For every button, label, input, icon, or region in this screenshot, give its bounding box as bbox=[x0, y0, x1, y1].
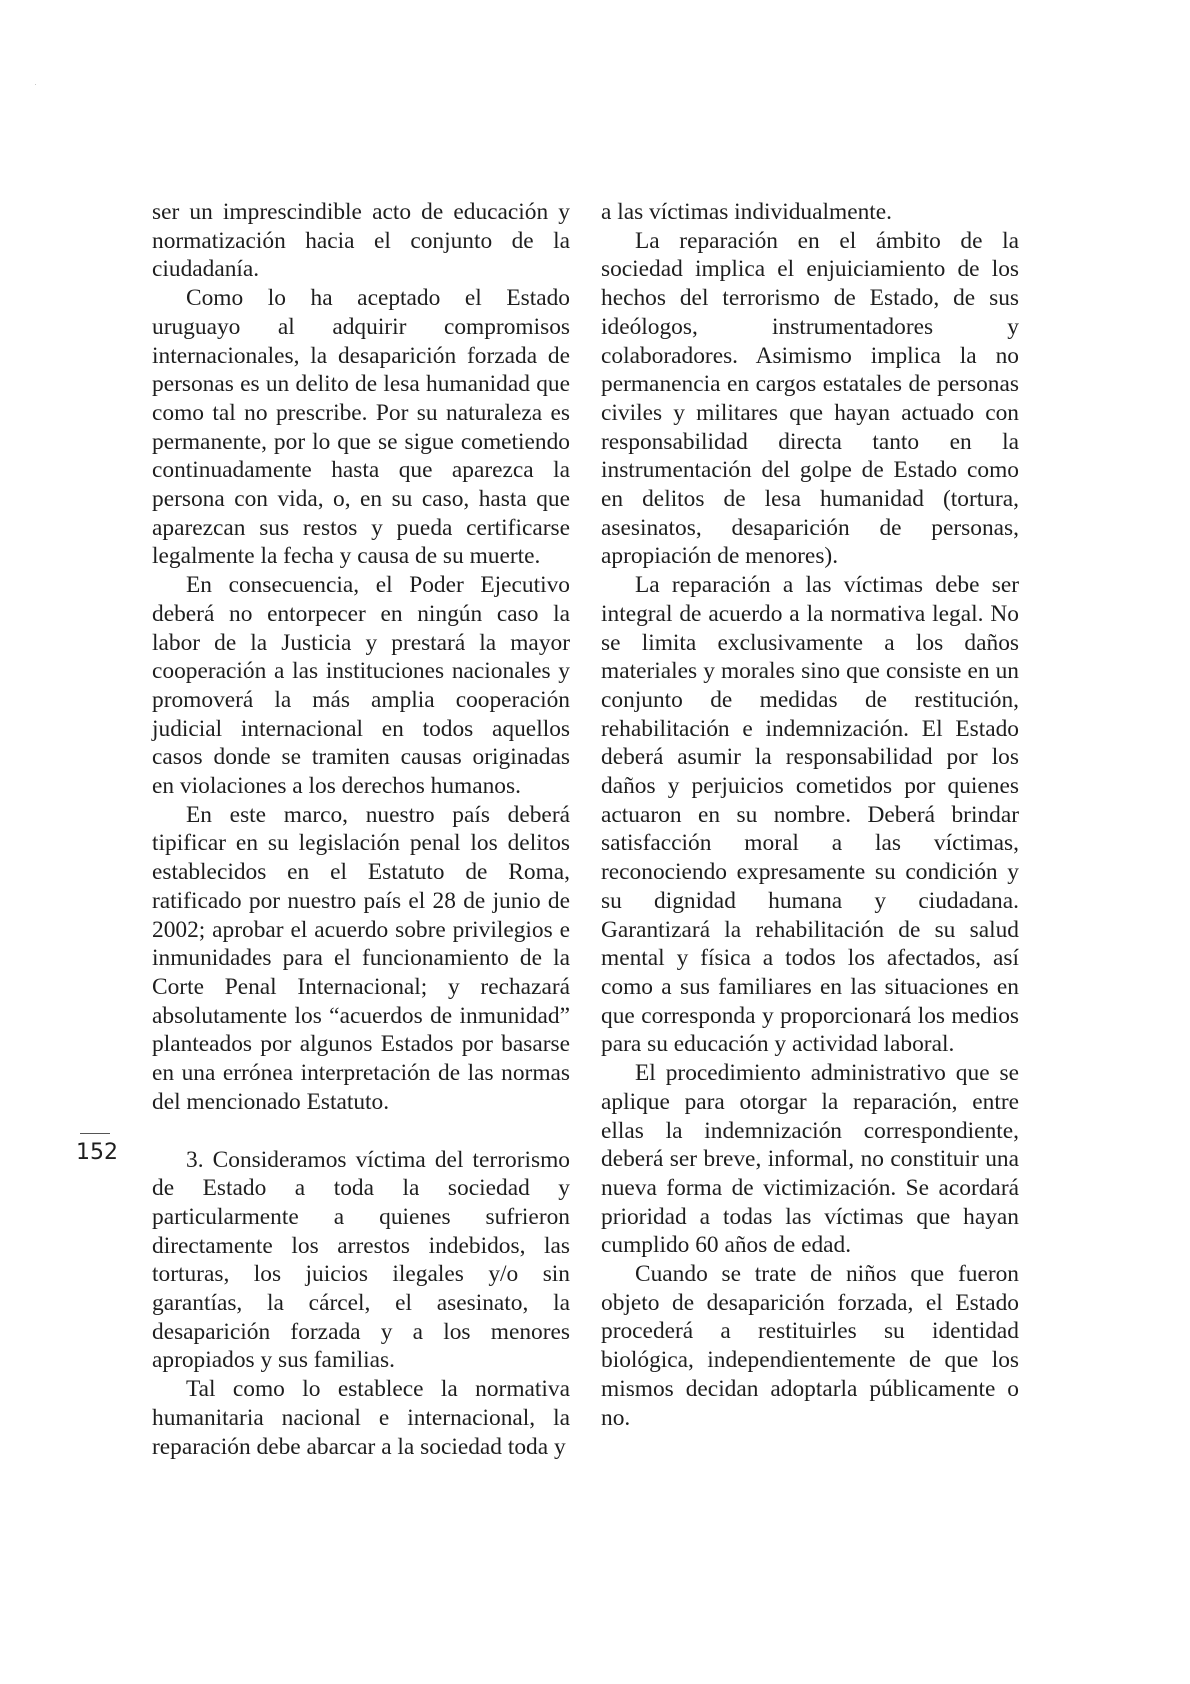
paragraph-continuation-right: a las víctimas individualmente. bbox=[601, 199, 893, 225]
paragraph-executive-power: En consecuencia, el Poder Ejecutivo deberá no entorpecer en ningún caso la labor de la Justicia y prestará la mayor cooperación a las instituciones nacionales y promoverá la más amplia cooperación judicial internacional en todos aquellos casos donde se tramiten causas originadas en violaciones a los derechos humanos. bbox=[152, 572, 570, 800]
paragraph-continuation: ser un imprescindible acto de educación y normatización hacia el conjunto de la ciudadanía. bbox=[152, 199, 570, 283]
paragraph-reparation-scope: Tal como lo establece la normativa humanitaria nacional e internacional, la reparación debe abarcar a la sociedad toda y bbox=[152, 1376, 570, 1460]
paragraph-rome-statute: En este marco, nuestro país deberá tipificar en su legislación penal los delitos establecidos en el Estatuto de Roma, ratificado por nuestro país el 28 de junio de 2002; aprobar el acuerdo sobre privilegios e inmunidades para el funcionamiento de la Corte Penal Internacional; y rechazará absolutamente los “acuerdos de inmunidad” planteados por algunos Estados por basarse en una errónea interpretación de las normas del mencionado Estatuto. bbox=[152, 801, 570, 1115]
paragraph-administrative-procedure: El procedimiento administrativo que se aplique para otorgar la reparación, entre ellas la indemnización correspondiente, deberá ser breve, informal, no constituir una nueva forma de victimización. Se acordará prioridad a todas las víctimas que hayan cumplido 60 años de edad. bbox=[601, 1060, 1019, 1259]
page-number-rule bbox=[80, 1133, 110, 1134]
left-text-column bbox=[152, 198, 570, 1461]
right-text-column bbox=[601, 198, 1019, 1432]
paragraph-integral-reparation: La reparación a las víctimas debe ser integral de acuerdo a la normativa legal. No se limita exclusivamente a los daños materiales y morales sino que consiste en un conjunto de medidas de restitución, rehabilitación e indemnización. El Estado deberá asumir la responsabilidad por los daños y perjuicios cometidos por quienes actuaron en su nombre. Deberá brindar satisfacción moral a las víctimas, reconociendo expresamente su condición y su dignidad humana y ciudadana. Garantizará la rehabilitación de su salud mental y física a todos los afectados, así como a sus familiares en las situaciones en que corresponda y proporcionará los medios para su educación y actividad laboral. bbox=[601, 572, 1019, 1058]
paragraph-children-identity: Cuando se trate de niños que fueron objeto de desaparición forzada, el Estado procederá a restituirles su identidad biológica, independientemente de que los mismos decidan adoptarla públicamente o no. bbox=[601, 1261, 1019, 1431]
page-number: 152 bbox=[76, 1140, 118, 1165]
paragraph-point-3-victims: 3. Consideramos víctima del terrorismo de Estado a toda la sociedad y particularmente a quienes sufrieron directamente los arrestos indebidos, las torturas, los juicios ilegales y/o sin garantías, la cárcel, el asesinato, la desaparición forzada y a los menores apropiados y sus familias. bbox=[152, 1146, 570, 1374]
scan-speck bbox=[35, 84, 36, 85]
paragraph-forced-disappearance: Como lo ha aceptado el Estado uruguayo al adquirir compromisos internacionales, la desaparición forzada de personas es un delito de lesa humanidad que como tal no prescribe. Por su naturaleza es permanente, por lo que se sigue cometiendo continuadamente hasta que aparezca la persona con vida, o, en su caso, hasta que aparezcan sus restos y pueda certificarse legalmente la fecha y causa de su muerte. bbox=[152, 285, 570, 570]
paragraph-society-reparation: La reparación en el ámbito de la sociedad implica el enjuiciamiento de los hechos del terrorismo de Estado, de sus ideólogos, instrumentadores y colaboradores. Asimismo implica la no permanencia en cargos estatales de personas civiles y militares que hayan actuado con responsabilidad directa tanto en la instrumentación del golpe de Estado como en delitos de lesa humanidad (tortura, asesinatos, desaparición de personas, apropiación de menores). bbox=[601, 227, 1019, 570]
